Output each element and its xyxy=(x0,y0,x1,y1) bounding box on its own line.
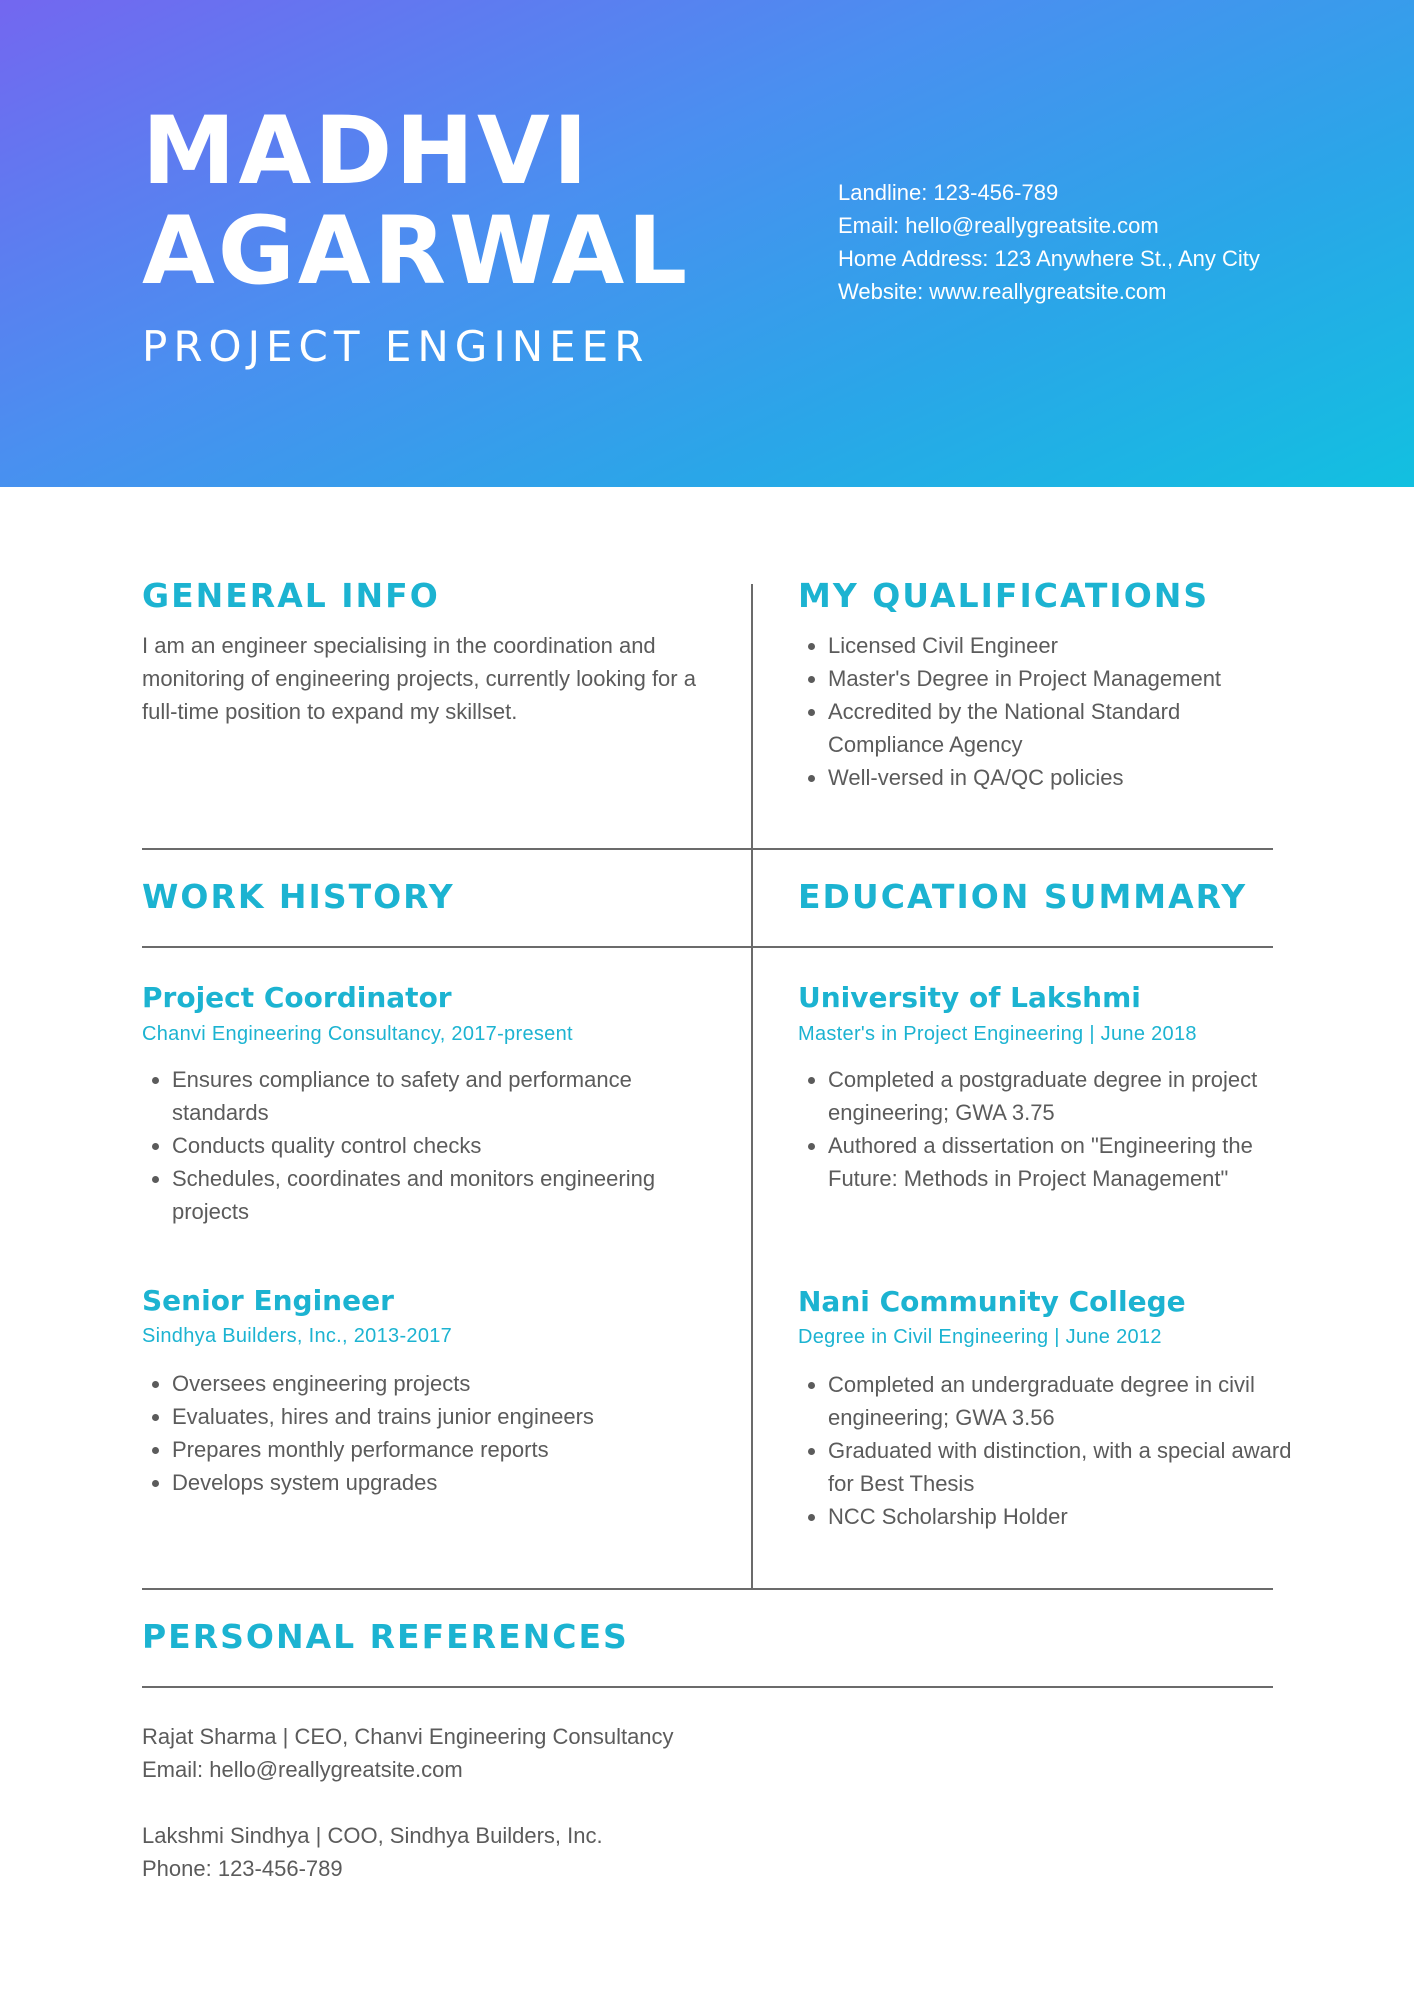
reference-name: Rajat Sharma | CEO, Chanvi Engineering Consultancy xyxy=(142,1724,674,1749)
general-info-title: GENERAL INFO xyxy=(142,576,440,615)
reference-entry xyxy=(142,1720,674,1786)
job-duties xyxy=(142,1063,702,1228)
divider-4 xyxy=(142,1686,1273,1688)
list-item: • Oversees engineering projects xyxy=(172,1367,702,1400)
contact-info xyxy=(838,176,1260,308)
job-subtitle: Sindhya Builders, Inc., 2013-2017 xyxy=(142,1325,453,1347)
reference-contact: Email: hello@reallygreatsite.com xyxy=(142,1757,463,1782)
work-history-title: WORK HISTORY xyxy=(142,877,455,916)
qualifications-list xyxy=(798,629,1273,794)
qualifications-title: MY QUALIFICATIONS xyxy=(798,576,1210,615)
last-name: AGARWAL xyxy=(142,197,691,306)
education-title: EDUCATION SUMMARY xyxy=(798,877,1248,916)
list-item: • Evaluates, hires and trains junior engineers xyxy=(172,1400,702,1433)
list-item: • Completed a postgraduate degree in project engineering; GWA 3.75 xyxy=(828,1063,1303,1129)
contact-address: Home Address: 123 Anywhere St., Any City xyxy=(838,246,1260,271)
applicant-name xyxy=(142,97,691,306)
divider-1 xyxy=(142,848,1273,850)
reference-name: Lakshmi Sindhya | COO, Sindhya Builders, Inc. xyxy=(142,1823,603,1848)
contact-website: Website: www.reallygreatsite.com xyxy=(838,279,1167,304)
job-role: PROJECT ENGINEER xyxy=(142,322,650,371)
list-item: • Authored a dissertation on "Engineering the Future: Methods in Project Management" xyxy=(828,1129,1303,1195)
list-item: • Well-versed in QA/QC policies xyxy=(828,761,1273,794)
first-name: MADHVI xyxy=(142,97,591,206)
references-title: PERSONAL REFERENCES xyxy=(142,1617,629,1656)
column-divider xyxy=(751,584,753,1590)
list-item: • Conducts quality control checks xyxy=(172,1129,702,1162)
contact-landline: Landline: 123-456-789 xyxy=(838,180,1059,205)
list-item: • Master's Degree in Project Management xyxy=(828,662,1273,695)
list-item: • Graduated with distinction, with a special award for Best Thesis xyxy=(828,1434,1303,1500)
list-item: • Schedules, coordinates and monitors engineering projects xyxy=(172,1162,702,1228)
school-degree: Master's in Project Engineering | June 2018 xyxy=(798,1023,1197,1045)
job-title: Senior Engineer xyxy=(142,1284,394,1317)
list-item: • Prepares monthly performance reports xyxy=(172,1433,702,1466)
header-banner xyxy=(0,0,1414,487)
divider-3 xyxy=(142,1588,1273,1590)
school-name: University of Lakshmi xyxy=(798,981,1141,1014)
list-item: • Develops system upgrades xyxy=(172,1466,702,1499)
job-subtitle: Chanvi Engineering Consultancy, 2017-present xyxy=(142,1023,573,1045)
reference-contact: Phone: 123-456-789 xyxy=(142,1856,343,1881)
list-item: • NCC Scholarship Holder xyxy=(828,1500,1303,1533)
list-item: • Accredited by the National Standard Compliance Agency xyxy=(828,695,1273,761)
school-name: Nani Community College xyxy=(798,1285,1186,1318)
job-duties xyxy=(142,1367,702,1499)
school-degree: Degree in Civil Engineering | June 2012 xyxy=(798,1326,1162,1348)
contact-email: Email: hello@reallygreatsite.com xyxy=(838,213,1159,238)
divider-2 xyxy=(142,946,1273,948)
school-details xyxy=(798,1368,1303,1533)
list-item: • Completed an undergraduate degree in civil engineering; GWA 3.56 xyxy=(828,1368,1303,1434)
school-details xyxy=(798,1063,1303,1195)
list-item: • Ensures compliance to safety and performance standards xyxy=(172,1063,702,1129)
reference-entry xyxy=(142,1819,603,1885)
job-title: Project Coordinator xyxy=(142,981,452,1014)
general-info-text: I am an engineer specialising in the coordination and monitoring of engineering projects, currently looking for a full-time position to expand my skillset. xyxy=(142,633,696,724)
list-item: • Licensed Civil Engineer xyxy=(828,629,1273,662)
